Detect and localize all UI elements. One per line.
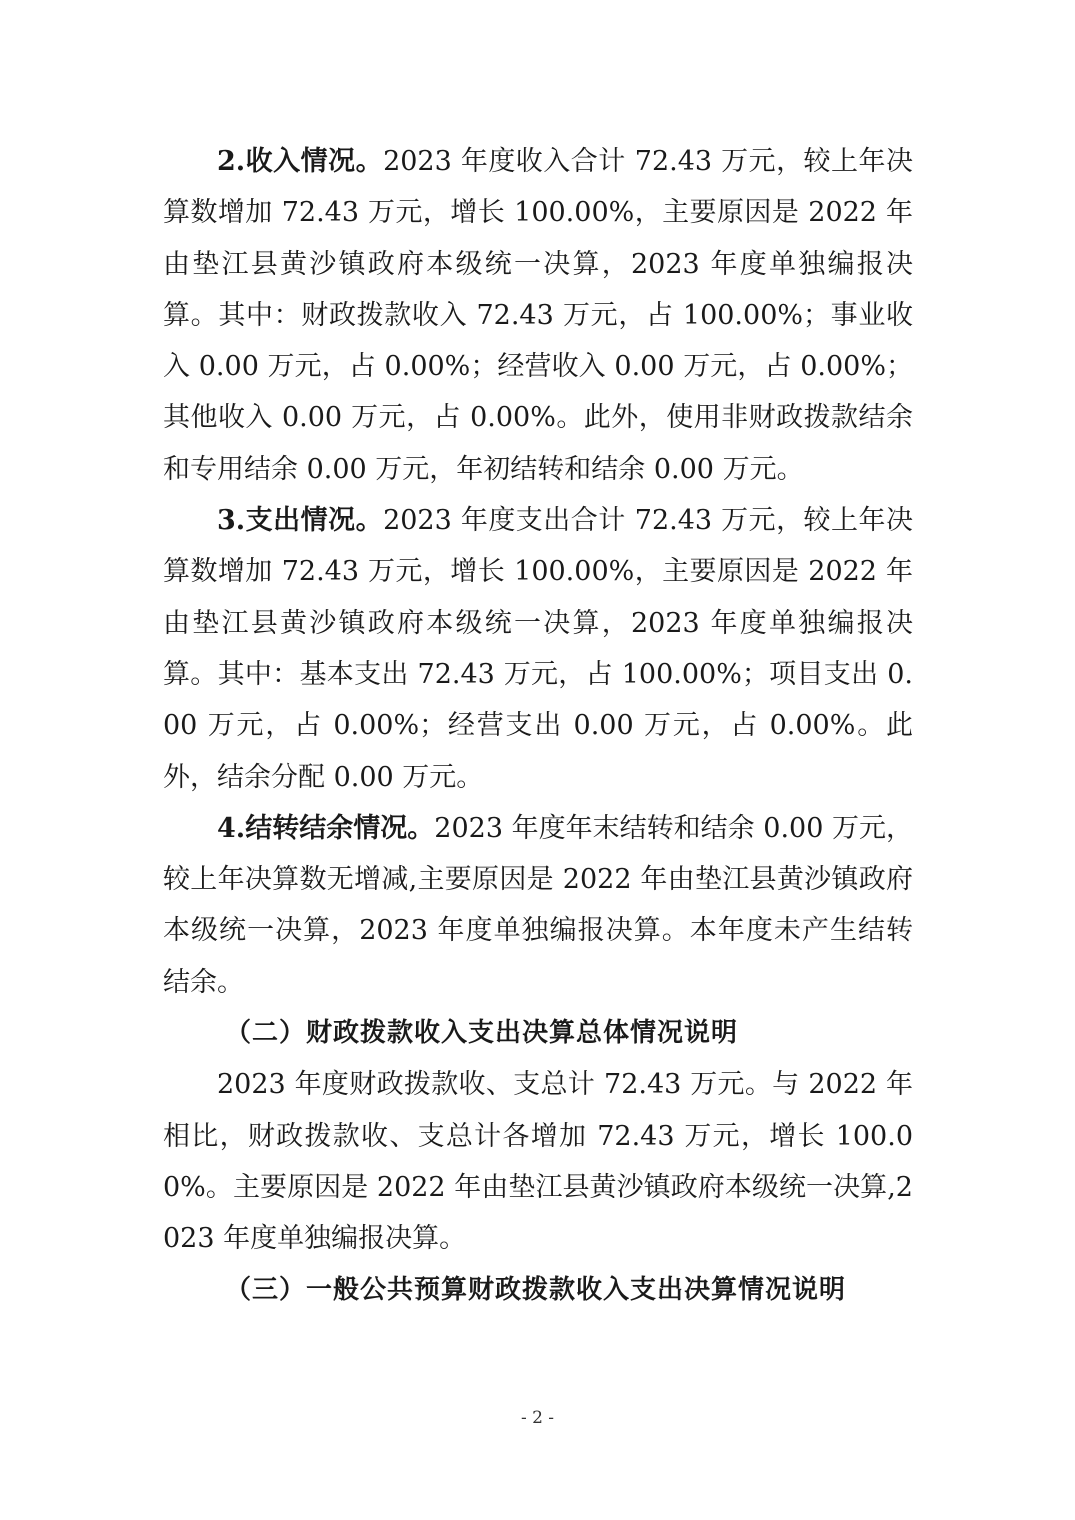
paragraph-text-income: 2023 年度收入合计 72.43 万元，较上年决算数增加 72.43 万元，增长 100.00%，主要原因是 2022 年由垫江县黄沙镇政府本级统一决算，2023 年度单独编报决算。其中：财政拨款收入 72.43 万元，占 100.00%；事业收入 0.00 万元，占 0.00%；经营收入 0.00 万元，占 0.00%；其他收入 0.00 万元，占 0.00%。此外，使用非财政拨款结余和专用结余 0.00 万元，年初结转和结余 0.00 万元。: [163, 146, 913, 485]
paragraph-text-expenditure: 2023 年度支出合计 72.43 万元，较上年决算数增加 72.43 万元，增长 100.00%，主要原因是 2022 年由垫江县黄沙镇政府本级统一决算，2023 年度单独编报决算。其中：基本支出 72.43 万元，占 100.00%；项目支出 0.00 万元，占 0.00%；经营支出 0.00 万元，占 0.00%。此外，结余分配 0.00 万元。: [163, 505, 913, 793]
paragraph-income: [163, 136, 913, 495]
paragraph-lead-expenditure: 3.支出情况。: [217, 505, 384, 537]
document-body: [163, 136, 913, 1316]
paragraph-lead-carryover: 4.结转结余情况。: [217, 812, 435, 844]
section-heading-fiscal-overview: （二）财政拨款收入支出决算总体情况说明: [225, 1018, 739, 1049]
paragraph-expenditure: [163, 495, 913, 803]
section-heading-general-budget: （三）一般公共预算财政拨款收入支出决算情况说明: [225, 1274, 847, 1305]
paragraph-fiscal-overview: 2023 年度财政拨款收、支总计 72.43 万元。与 2022 年相比，财政拨款收、支总计各增加 72.43 万元，增长 100.00%。主要原因是 2022 年由垫江县黄沙镇政府本级统一决算,2023 年度单独编报决算。: [163, 1069, 913, 1255]
paragraph-text-carryover: 2023 年度年末结转和结余 0.00 万元，较上年决算数无增减,主要原因是 2022 年由垫江县黄沙镇政府本级统一决算，2023 年度单独编报决算。本年度未产生结转结余。: [163, 812, 914, 998]
paragraph-lead-income: 2.收入情况。: [217, 146, 384, 177]
paragraph-carryover: [163, 803, 913, 1008]
page-number: - 2 -: [520, 1408, 555, 1428]
